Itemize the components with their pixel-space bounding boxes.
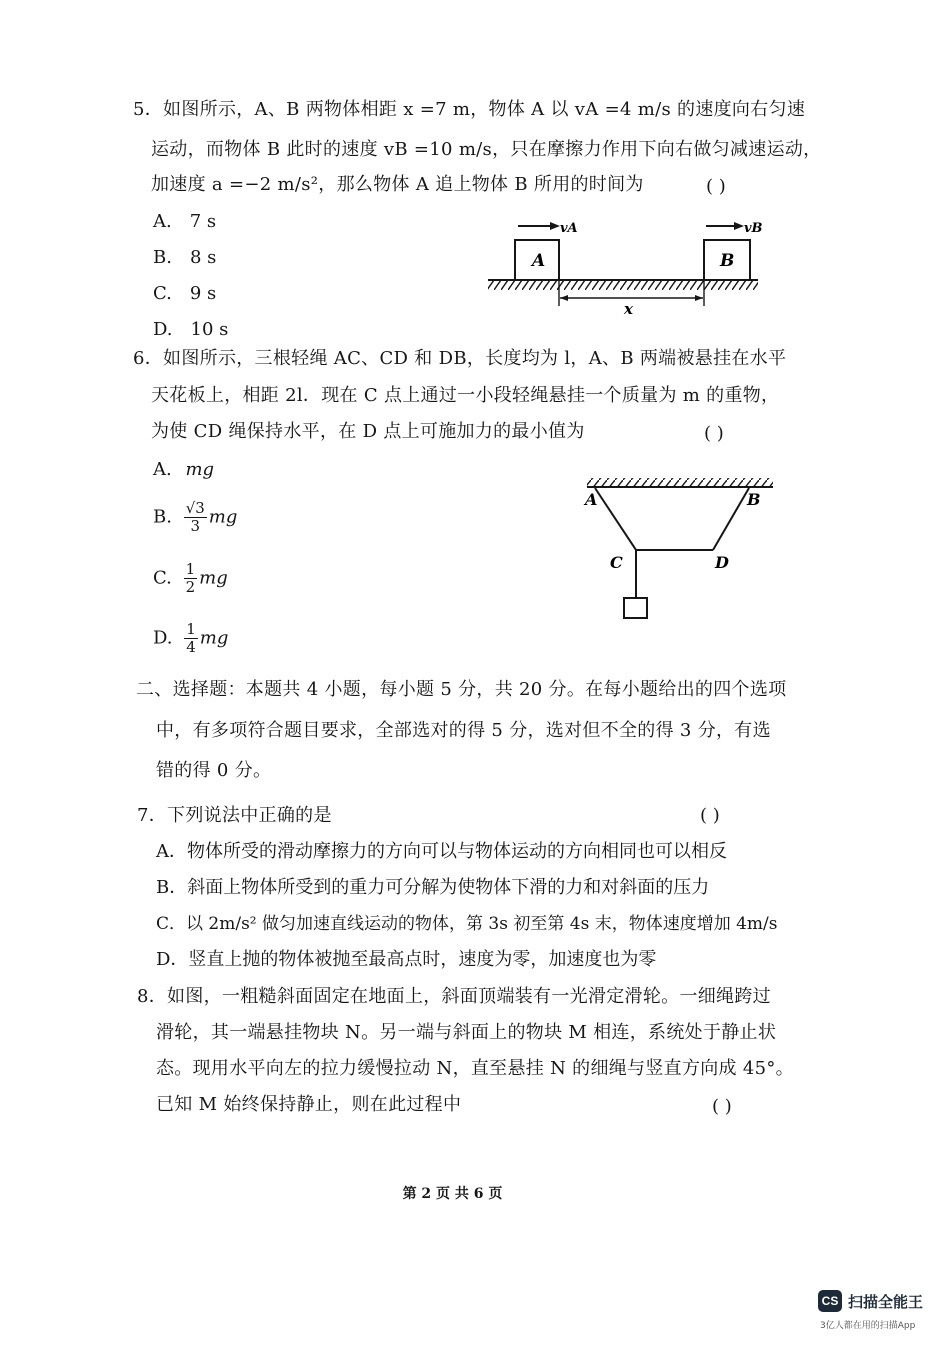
q7-answer-paren: ( ) [700, 805, 720, 826]
section2-line-1: 二、选择题：本题共 4 小题，每小题 5 分，共 20 分。在每小题给出的四个选项 [136, 679, 787, 700]
q6-option-c-numerator: 1 [185, 560, 196, 578]
q5-answer-paren: ( ) [706, 176, 726, 197]
watermark-app-name: 扫描全能王 [848, 1292, 924, 1311]
q8-stem-line-1: 8．如图，一粗糙斜面固定在地面上，斜面顶端装有一光滑定滑轮。一细绳跨过 [137, 986, 771, 1007]
q7-option-d: D．竖直上抛的物体被抛至最高点时，速度为零，加速度也为零 [156, 949, 657, 970]
q6-option-d-unit: mg [199, 627, 229, 649]
q5-label-b: B [720, 251, 735, 271]
q6-option-c-label: C. [153, 567, 172, 589]
q8-stem-line-3: 态。现用水平向左的拉力缓慢拉动 N，直至悬挂 N 的细绳与竖直方向成 45°。 [156, 1058, 794, 1079]
q6-option-d-label: D. [153, 627, 173, 649]
q5-arrow-va [550, 222, 560, 230]
q6-option-b-label: B. [153, 506, 172, 528]
q6-stem-line-3: 为使 CD 绳保持水平，在 D 点上可施加力的最小值为 [151, 421, 585, 442]
q6-stem-line-2: 天花板上，相距 2l．现在 C 点上通过一小段轻绳悬挂一个质量为 m 的重物， [151, 385, 780, 406]
q5-arrow-vb [734, 222, 744, 230]
q5-option-d: D. 10 s [153, 319, 229, 340]
q6-option-b [153, 500, 237, 535]
q8-answer-paren: ( ) [712, 1096, 732, 1117]
section2-line-3: 错的得 0 分。 [156, 760, 272, 781]
q5-label-a: A [532, 251, 546, 271]
q7-stem: 7．下列说法中正确的是 [137, 805, 332, 826]
q8-stem-line-2: 滑轮，其一端悬挂物块 N。另一端与斜面上的物块 M 相连，系统处于静止状 [156, 1022, 777, 1043]
q6-option-c-fraction [184, 561, 198, 596]
q6-option-d-denominator: 4 [186, 638, 196, 656]
q6-stem-line-1: 6．如图所示，三根轻绳 AC、CD 和 DB，长度均为 l，A、B 两端被悬挂在水平 [133, 348, 787, 369]
q6-rope-db [713, 488, 749, 550]
page-number-footer: 第 2 页 共 6 页 [402, 1186, 503, 1202]
q5-label-va: vA [560, 221, 578, 236]
q6-figure [575, 470, 785, 630]
q7-option-a: A．物体所受的滑动摩擦力的方向可以与物体运动的方向相同也可以相反 [156, 841, 727, 862]
q5-ground-hatch [488, 280, 758, 290]
q5-option-a: A. 7 s [153, 211, 217, 232]
q6-option-b-numerator: √3 [185, 499, 205, 517]
q6-label-a: A [585, 490, 598, 509]
q7-option-c: C．以 2m/s² 做匀加速直线运动的物体，第 3s 初至第 4s 末，物体速度增加 4m/s [156, 914, 778, 934]
q5-figure [480, 210, 780, 320]
q5-stem-line-2: 运动，而物体 B 此时的速度 vB =10 m/s，只在摩擦力作用下向右做匀减速运动， [151, 139, 822, 160]
section2-line-2: 中，有多项符合题目要求，全部选对的得 5 分，选对但不全的得 3 分，有选 [156, 720, 771, 741]
q5-label-vb: vB [744, 221, 763, 236]
q6-rope-ac [595, 488, 636, 550]
camscanner-logo-icon: CS [818, 1290, 842, 1312]
q6-option-d-numerator: 1 [186, 620, 196, 638]
q6-option-b-unit: mg [208, 506, 238, 528]
q6-option-a-label: A. [153, 459, 172, 480]
q6-ceiling-hatch [587, 478, 773, 487]
q6-label-b: B [747, 490, 761, 509]
q5-stem-line-1: 5．如图所示，A、B 两物体相距 x =7 m，物体 A 以 vA =4 m/s 的速度向右匀速 [133, 99, 806, 120]
q6-weight-block [624, 598, 647, 618]
q5-label-x: x [624, 300, 633, 318]
watermark-tagline: 3亿人都在用的扫描App [820, 1321, 916, 1331]
q6-option-a-value: mg [185, 459, 215, 480]
q6-label-c: C [610, 553, 623, 572]
q6-answer-paren: ( ) [704, 423, 724, 444]
q5-stem-line-3: 加速度 a =−2 m/s²，那么物体 A 追上物体 B 所用的时间为 [151, 174, 644, 195]
q8-stem-line-4: 已知 M 始终保持静止，则在此过程中 [156, 1094, 462, 1115]
q5-option-c: C. 9 s [153, 283, 217, 304]
scanner-watermark [818, 1290, 923, 1312]
q6-option-a [153, 458, 214, 482]
q7-option-b: B．斜面上物体所受到的重力可分解为使物体下滑的力和对斜面的压力 [156, 877, 710, 898]
q6-option-d-fraction [184, 621, 198, 656]
q5-option-b: B. 8 s [153, 247, 217, 268]
q6-option-d [153, 621, 228, 656]
q6-option-b-denominator: 3 [190, 517, 201, 535]
q6-option-c-denominator: 2 [185, 578, 196, 596]
q6-label-d: D [715, 553, 729, 572]
q6-option-c-unit: mg [199, 567, 228, 589]
q6-option-b-fraction [184, 500, 207, 535]
q6-option-c [153, 561, 228, 596]
